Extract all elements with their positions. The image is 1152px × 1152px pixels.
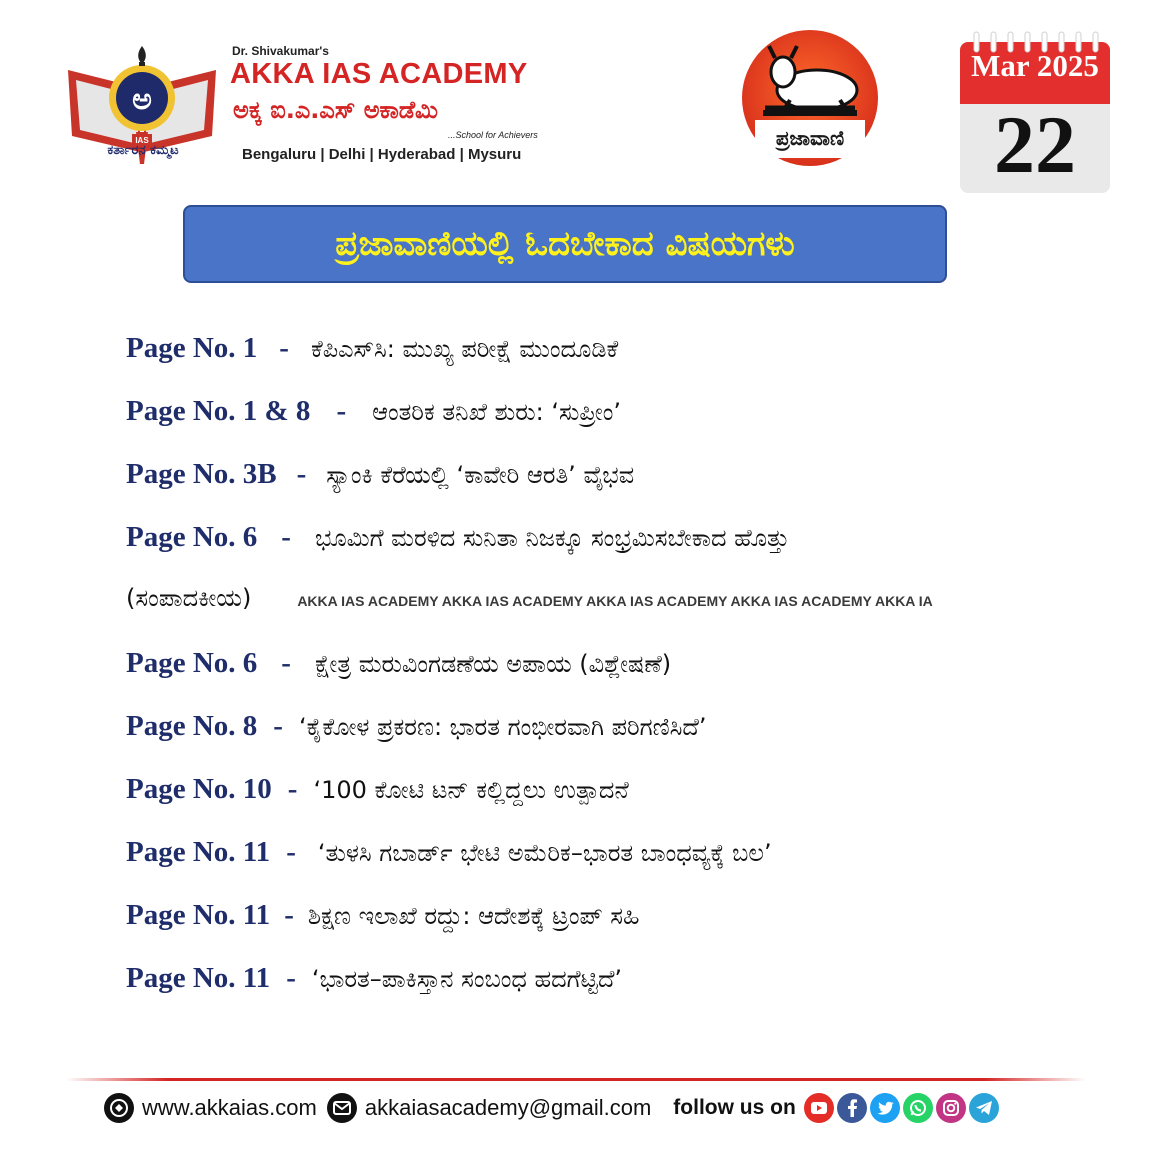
logo-tagline: ಕರ್ತಾರನ ಕಮ್ಮಟ <box>107 143 179 158</box>
article-topic: ಭೂಮಿಗೆ ಮರಳಿದ ಸುನಿತಾ ನಿಜಕ್ಕೂ ಸಂಭ್ರಮಿಸಬೇಕಾದ ಹೊತ್ತು <box>314 524 790 552</box>
watermark-text: AKKA IAS ACADEMY AKKA IAS ACADEMY AKKA IAS ACADEMY AKKA IAS ACADEMY AKKA IA <box>297 593 933 609</box>
calendar-month: Mar 2025 <box>971 48 1099 83</box>
article-topic: ಶಿಕ್ಷಣ ಇಲಾಖೆ ರದ್ದು: ಆದೇಶಕ್ಕೆ ಟ್ರಂಪ್ ಸಹಿ <box>307 902 640 930</box>
separator: - <box>287 773 298 805</box>
article-topic-continuation: (ಸಂಪಾದಕೀಯ) <box>126 584 252 612</box>
email-icon <box>327 1093 357 1123</box>
brand-title-kannada: ಅಕ್ಕ ಐ.ಎ.ಎಸ್ ಅಕಾಡೆಮಿ <box>233 96 438 124</box>
telegram-icon[interactable] <box>969 1093 999 1123</box>
list-item <box>126 458 634 502</box>
article-topic: ‘ಕೈಕೋಳ ಪ್ರಕರಣ: ಭಾರತ ಗಂಭೀರವಾಗಿ ಪರಿಗಣಿಸಿದೆ’ <box>298 713 707 741</box>
separator: - <box>281 647 291 679</box>
footer-contact <box>104 1090 1002 1126</box>
facebook-icon[interactable] <box>837 1093 867 1123</box>
separator: - <box>279 332 289 364</box>
brand-title: AKKA IAS ACADEMY <box>230 58 528 90</box>
globe-icon <box>104 1093 134 1123</box>
list-item <box>126 332 618 376</box>
youtube-icon[interactable] <box>804 1093 834 1123</box>
page-number: Page No. 11 <box>126 899 271 931</box>
brand-founder: Dr. Shivakumar's <box>232 44 329 58</box>
list-item <box>126 395 621 439</box>
page-number: Page No. 1 & 8 <box>126 395 311 427</box>
list-item <box>126 836 772 880</box>
list-item <box>126 521 789 565</box>
separator: - <box>281 521 291 553</box>
article-topic: ‘ತುಳಸಿ ಗಬಾರ್ಡ್ ಭೇಟಿ ಅಮೆರಿಕ–ಭಾರತ ಬಾಂಧವ್ಯಕ್ಕೆ ಬಲ’ <box>317 839 772 867</box>
separator: - <box>284 899 294 931</box>
whatsapp-icon[interactable] <box>903 1093 933 1123</box>
follow-label: follow us on <box>673 1096 796 1119</box>
separator: - <box>336 395 347 427</box>
page-number: Page No. 11 <box>126 836 271 868</box>
list-item <box>126 962 622 1006</box>
page-number: Page No. 10 <box>126 773 272 805</box>
separator: - <box>296 458 307 490</box>
banner-title: ಪ್ರಜಾವಾಣಿಯಲ್ಲಿ ಓದಬೇಕಾದ ವಿಷಯಗಳು <box>335 224 795 264</box>
article-topic: ಕ್ಷೇತ್ರ ಮರುವಿಂಗಡಣೆಯ ಅಪಾಯ (ವಿಶ್ಲೇಷಣೆ) <box>314 650 672 678</box>
newspaper-bull-logo-icon <box>735 28 885 178</box>
list-item-continuation <box>126 584 933 628</box>
page-number: Page No. 6 <box>126 521 258 553</box>
ias-badge: IAS <box>135 136 149 145</box>
website-link[interactable]: www.akkaias.com <box>142 1095 317 1120</box>
email-link[interactable]: akkaiasacademy@gmail.com <box>364 1095 652 1120</box>
separator: - <box>286 962 296 994</box>
instagram-icon[interactable] <box>936 1093 966 1123</box>
article-topic: ‘100 ಕೋಟಿ ಟನ್ ಕಲ್ಲಿದ್ದಲು ಉತ್ಪಾದನೆ <box>313 776 629 804</box>
title-banner <box>183 205 947 283</box>
brand-slogan: ...School for Achievers <box>448 130 538 140</box>
list-item <box>126 710 706 754</box>
separator: - <box>286 836 296 868</box>
article-topic: ‘ಭಾರತ–ಪಾಕಿಸ್ತಾನ ಸಂಬಂಧ ಹದಗೆಟ್ಟಿದೆ’ <box>311 965 623 993</box>
calendar-day: 22 <box>994 99 1076 190</box>
page-number: Page No. 1 <box>126 332 258 364</box>
twitter-icon[interactable] <box>870 1093 900 1123</box>
page-number: Page No. 11 <box>126 962 271 994</box>
brand-cities: Bengaluru | Delhi | Hyderabad | Mysuru <box>242 146 522 163</box>
list-item <box>126 647 671 691</box>
list-item <box>126 773 629 817</box>
logo-letter: ಅ <box>132 82 152 117</box>
newspaper-name: ಪ್ರಜಾವಾಣಿ <box>775 126 845 150</box>
page-number: Page No. 3B <box>126 458 277 490</box>
page-number: Page No. 8 <box>126 710 258 742</box>
article-topic: ಕೆಪಿಎಸ್‌ಸಿ: ಮುಖ್ಯ ಪರೀಕ್ಷೆ ಮುಂದೂಡಿಕೆ <box>310 335 619 363</box>
separator: - <box>273 710 283 742</box>
footer-divider <box>66 1078 1086 1081</box>
list-item <box>126 899 640 943</box>
article-topic: ಆಂತರಿಕ ತನಿಖೆ ಶುರು: ‘ಸುಪ್ರೀಂ’ <box>372 398 621 426</box>
date-calendar <box>960 30 1110 193</box>
page-number: Page No. 6 <box>126 647 258 679</box>
article-topic: ಸ್ಯಾಂಕಿ ಕೆರೆಯಲ್ಲಿ ‘ಕಾವೇರಿ ಆರತಿ’ ವೈಭವ <box>326 461 635 489</box>
